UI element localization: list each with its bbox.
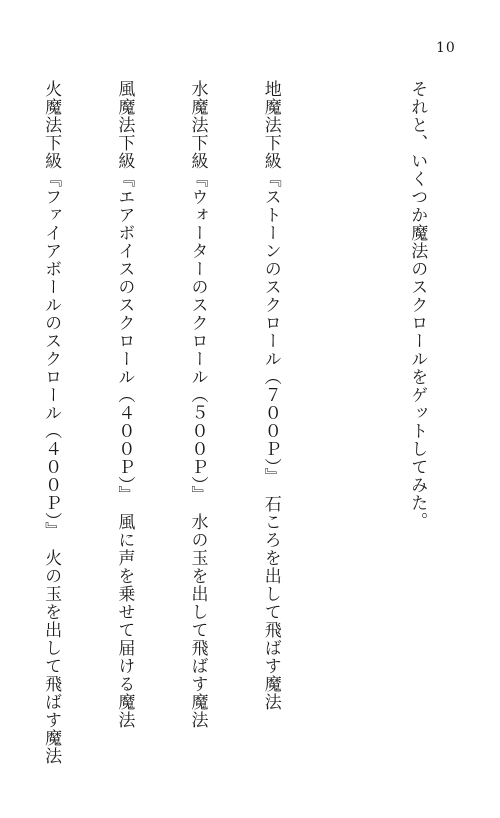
spell-line-water: 水魔法下級『ウォーターのスクロール（５００Ｐ）』 水の玉を出して飛ばす魔法 — [187, 80, 208, 729]
page-number: 10 — [436, 40, 456, 56]
spell-line-wind: 風魔法下級『エアボイスのスクロール（４００Ｐ）』 風に声を乗せて届ける魔法 — [114, 80, 135, 729]
spell-line-fire: 火魔法下級『ファイアボールのスクロール（４００Ｐ）』 火の玉を出して飛ばす魔法 — [41, 80, 62, 765]
spell-line-earth: 地魔法下級『ストーンのスクロール（７００Ｐ）』 石ころを出して飛ばす魔法 — [260, 80, 281, 711]
novel-body-text — [0, 80, 478, 765]
text-line: それと、いくつか魔法のスクロールをゲットしてみた。 — [407, 80, 428, 530]
blank-line — [332, 80, 356, 690]
